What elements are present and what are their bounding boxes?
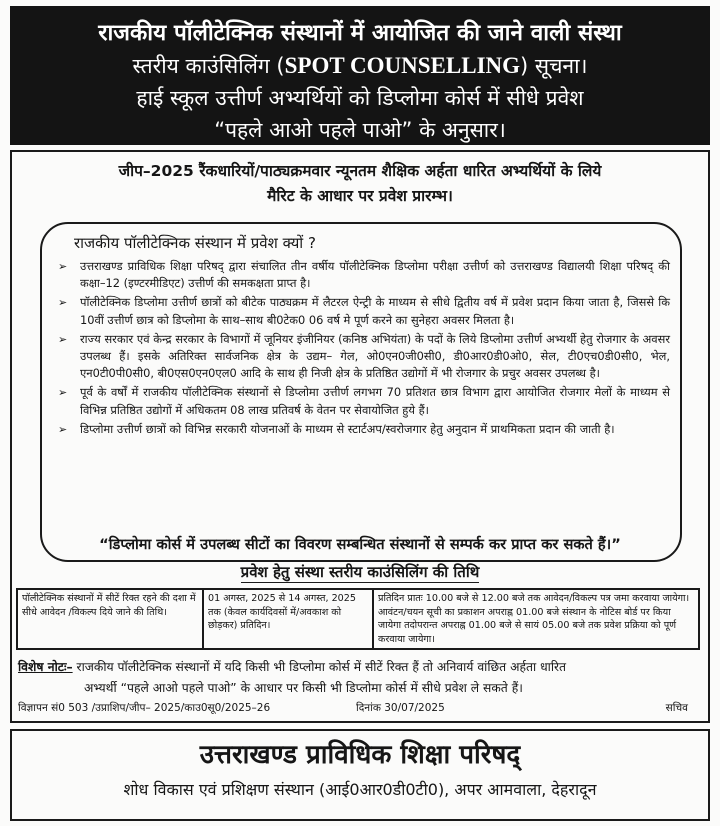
- dates-table-cell-description: पॉलीटेक्निक संस्थानों में सीटें रिक्त रहने की दशा में सीधे आवेदन /विकल्प दिये जाने की तिथि।: [18, 590, 204, 648]
- list-item: [58, 258, 670, 292]
- arrow-bullet-icon: ➢: [58, 386, 68, 400]
- notice-header: [10, 6, 710, 145]
- list-item-text: पूर्व के वर्षों में राजकीय पॉलीटेक्निक संस्थानों से डिप्लोमा उत्तीर्ण लगभग 70 प्रतिशत छात्र विभाग द्वारा आयोजित रोजगार मेलों के माध्यम से विभिन्न प्रतिष्ठित उद्योगों में अधिकतम 08 लाख प्रतिवर्ष के वेतन पर सेवायोजित हुये हैं।: [80, 385, 670, 417]
- list-item: [58, 331, 670, 383]
- authority-address: शोध विकास एवं प्रशिक्षण संस्थान (आई0आर0डी0टी0), अपर आमवाला, देहरादून: [123, 780, 597, 799]
- header-line-2: [10, 50, 710, 82]
- list-item-text: राज्य सरकार एवं केन्द्र सरकार के विभागों में जूनियर इंजीनियर (कनिष्ठ अभियंता) के पदों के लिये डिप्लोमा उत्तीर्ण अभ्यर्थी हेतु रोजगार के अवसर उपलब्ध हैं। इसके अतिरिक्त सार्वजनिक क्षेत्र के उद्यम– गेल, ओ0एन0जी0सी0, डी0आर0डी0ओ0, सेल, टी0एच0डी0सी0, भेल, एन0टी0पी0सी0, बी0एस0एन0एल0 आदि के साथ ही निजी क्षेत्र के प्रतिष्ठित उद्योगों में भी रोजगार के प्रचुर अवसर उपलब्ध है।: [80, 331, 670, 381]
- header-line-4: “पहले आओ पहले पाओ” के अनुसार।: [214, 118, 506, 142]
- advertisement-number: विज्ञापन सं0 503 /उप्राशिप/जीप– 2025/काउ0सू0/2025–26: [18, 702, 271, 714]
- advertisement-date: दिनांक 30/07/2025: [356, 702, 445, 714]
- why-admission-list: [58, 258, 670, 440]
- header-line-1: राजकीय पॉलीटेक्निक संस्थानों में आयोजित की जाने वाली संस्था: [98, 20, 622, 46]
- header-spot-counselling: SPOT COUNSELLING: [284, 53, 521, 78]
- special-note-label: विशेष नोटः–: [18, 660, 73, 674]
- list-item: [58, 421, 670, 438]
- counselling-dates-title-text: प्रवेश हेतु संस्था स्तरीय काउंसिलिंग की तिथि: [240, 563, 480, 581]
- notice-body: [10, 150, 710, 723]
- arrow-bullet-icon: ➢: [58, 296, 68, 310]
- contact-institutions-note: “डिप्लोमा कोर्स में उपलब्ध सीटों का विवरण सम्बन्धित संस्थानों से सम्पर्क कर प्राप्त कर सकते हैं।”: [99, 536, 621, 553]
- signatory: सचिव: [665, 702, 688, 714]
- list-item: [58, 384, 670, 418]
- special-note-line-2: अभ्यर्थी “पहले आओ पहले पाओ” के आधार पर किसी भी डिप्लोमा कोर्स में सीधे प्रवेश ले सकते हैं।: [84, 681, 523, 695]
- header-line-3: हाई स्कूल उत्तीर्ण अभ्यर्थियों को डिप्लोमा कोर्स में सीधे प्रवेश: [136, 86, 584, 110]
- intro-text: [12, 159, 708, 209]
- arrow-bullet-icon: ➢: [58, 332, 68, 346]
- arrow-bullet-icon: ➢: [58, 260, 68, 273]
- dates-table-cell-timings: प्रतिदिन प्रातः 10.00 बजे से 12.00 बजे तक आवेदन/विकल्प पत्र जमा करवाया जायेगा। आवंटन/चयन सूची का प्रकाशन अपराह्न 01.00 बजे संस्थान के नोटिस बोर्ड पर किया जायेगा तदोपरान्त अपराह्न 01.00 बजे से सायं 05.00 बजे तक प्रवेश प्रक्रिया को पूर्ण करवाया जायेगा।: [378, 593, 690, 645]
- issuing-authority: [10, 729, 710, 821]
- list-item-text: डिप्लोमा उत्तीर्ण छात्रों को विभिन्न सरकारी योजनाओं के माध्यम से स्टार्टअप/स्वरोजगार हेतु अनुदान में प्राथमिकता प्रदान की जाती है।: [80, 421, 615, 436]
- why-admission-box: [40, 222, 682, 562]
- intro-line-1: जीप–2025 रैंकधारियों/पाठ्यक्रमवार न्यूनतम शैक्षिक अर्हता धारित अभ्यर्थियों के लिये: [118, 162, 602, 180]
- dates-table-cell-period: 01 अगस्त, 2025 से 14 अगस्त, 2025 तक (केवल कार्यदिवसों में/अवकाश को छोड़कर) प्रतिदिन।: [204, 590, 374, 648]
- header-line-2-pre: स्तरीय काउंसिलिंग (: [132, 54, 285, 78]
- list-item: [58, 294, 670, 328]
- counselling-dates-table: [16, 588, 700, 650]
- authority-name: उत्तराखण्ड प्राविधिक शिक्षा परिषद्: [199, 740, 521, 770]
- why-admission-title: राजकीय पॉलीटेक्निक संस्थान में प्रवेश क्यों ?: [74, 234, 316, 252]
- special-note-line-1: [18, 657, 702, 678]
- special-note-text-1: राजकीय पॉलीटेक्निक संस्थानों में यदि किसी भी डिप्लोमा कोर्स में सीटें रिक्त हैं तो अनिवार्य वांछित अर्हता धारित: [72, 660, 567, 674]
- special-note: [18, 657, 702, 699]
- arrow-bullet-icon: ➢: [58, 422, 68, 436]
- list-item-text: उत्तराखण्ड प्राविधिक शिक्षा परिषद् द्वारा संचालित तीन वर्षीय पॉलीटेक्निक डिप्लोमा परीक्षा उत्तीर्ण को उत्तराखण्ड विद्यालयी शिक्षा परिषद् की कक्षा–12 (इण्टरमीडिएट) उत्तीर्ण की समकक्षता प्राप्त है।: [80, 259, 670, 291]
- list-item-text: पॉलीटेक्निक डिप्लोमा उत्तीर्ण छात्रों को बीटेक पाठ्यक्रम में लैटरल ऐन्ट्री के माध्यम से सीधे द्वितीय वर्ष में प्रवेश प्रदान किया जाता है, जिससे कि 10वीं उत्तीर्ण छात्र को डिप्लोमा के साथ–साथ बी0टेक0 06 वर्ष मे पूर्ण करने का सुनेहरा अवसर मिलता है।: [80, 295, 671, 327]
- header-line-2-post: ) सूचना।: [520, 54, 588, 78]
- counselling-dates-title: [12, 562, 708, 582]
- intro-line-2: मैरिट के आधार पर प्रवेश प्रारम्भ।: [267, 187, 453, 205]
